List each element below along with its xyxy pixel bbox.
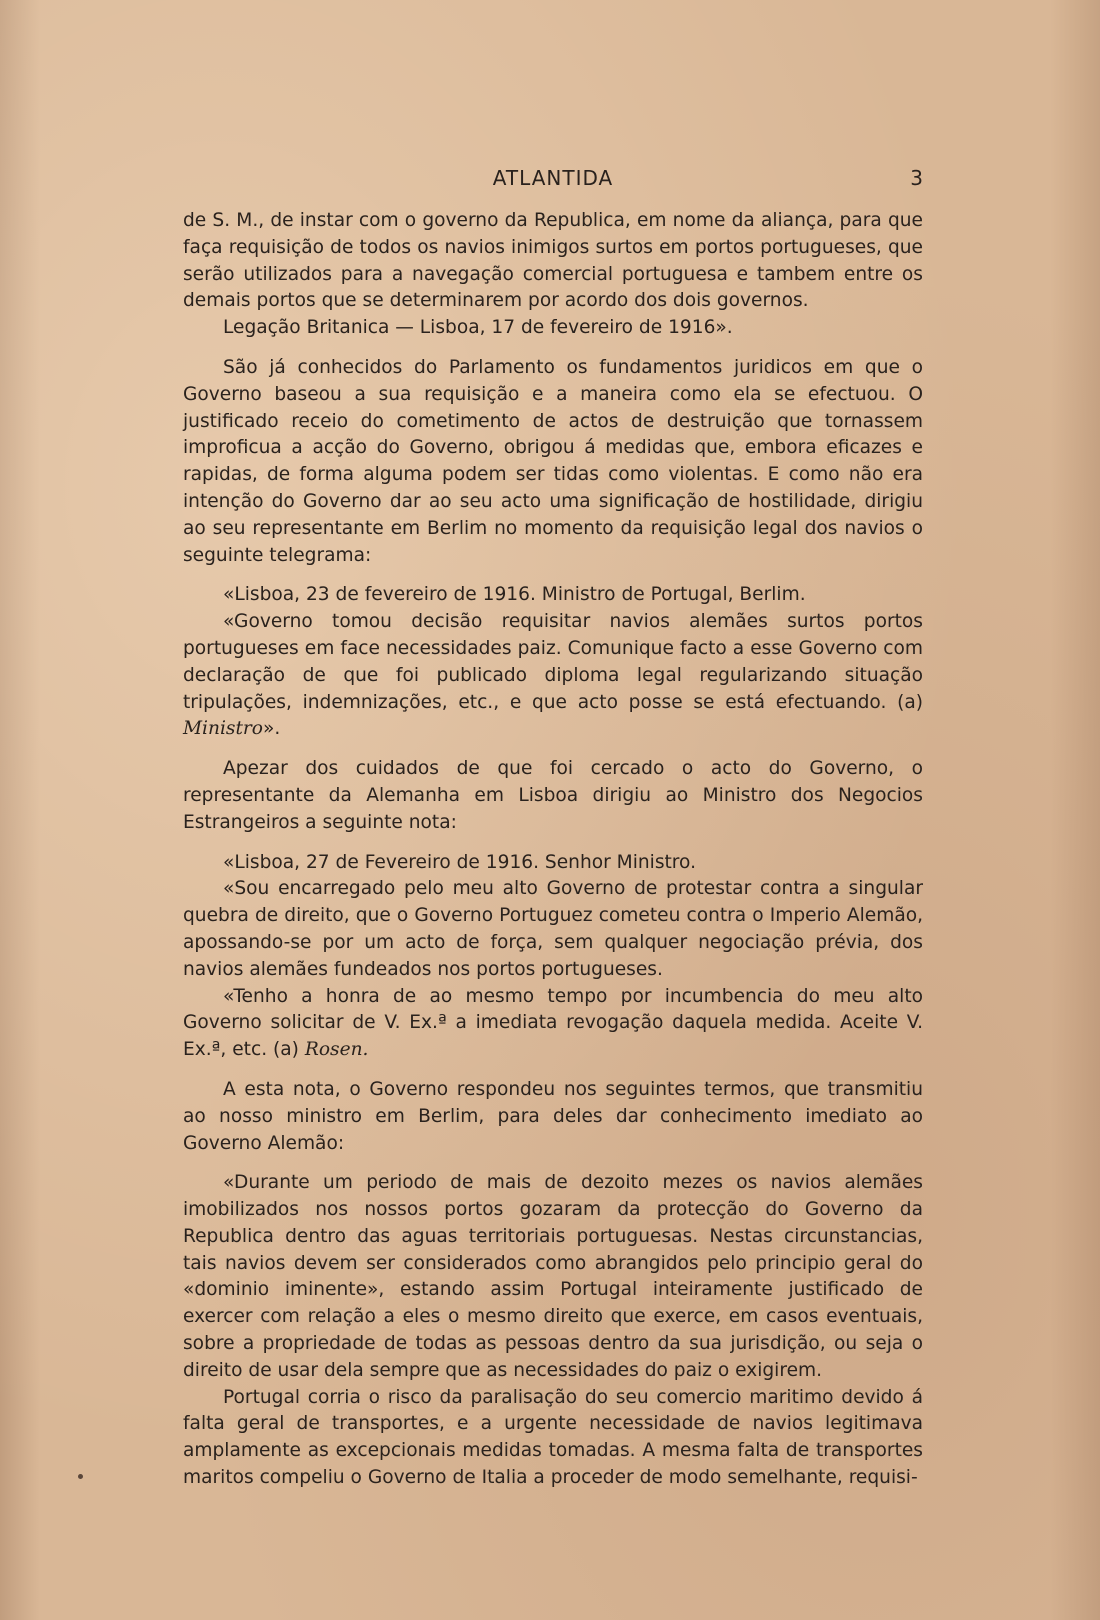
paragraph: Apezar dos cuidados de que foi cercado o acto do Governo, o representante da Alemanha em Lisboa dirigiu ao Ministro dos Negocios Estrangeiros a seguinte nota: (183, 758, 923, 833)
paragraph: São já conhecidos do Parlamento os fundamentos juridicos em que o Governo baseou a sua requisição e a maneira como ela se efectuou. O justificado receio do cometimento de actos de destruição que tornassem improficua a acção do Governo, obrigou á medidas que, embora eficazes e rapidas, de forma alguma podem ser tidas como violentas. E como não era intenção do Governo dar ao seu acto uma significação de hostilidade, dirigiu ao seu representante em Berlim no momento da requisição legal dos navios o seguinte telegrama: (183, 356, 923, 566)
page-number: 3 (910, 166, 923, 190)
paragraph: A esta nota, o Governo respondeu nos seguintes termos, que transmitiu ao nosso ministro em Berlim, para deles dar conhecimento imediato ao Governo Alemão: (183, 1078, 923, 1154)
paragraph: «Durante um periodo de mais de dezoito mezes os navios alemães imobilizados nos nossos portos gozaram da protecção do Governo da Republica dentro das aguas territoriais portuguesas. Nestas circunstancias, tais navios devem ser considerados como abrangidos pelo principio geral do «dominio iminente», estando assim Portugal inteiramente justificado de exercer com relação a eles o mesmo direito que exerce, em casos eventuais, sobre a propriedade de todas as pessoas dentro da sua jurisdição, ou seja o direito de usar dela sempre que as necessidades do paiz o exigirem. (183, 1172, 923, 1381)
paragraph: «Sou encarregado pelo meu alto Governo de protestar contra a singular quebra de direito, que o Governo Portuguez cometeu contra o Imperio Alemão, apossando-se por um acto de força, sem qualquer negociação prévia, dos navios alemães fundeados nos portos portugueses. (183, 878, 923, 980)
paragraph: Portugal corria o risco da paralisação do seu comercio maritimo devido á falta geral de transportes, e a urgente necessidade de navios legitimava amplamente as excepcionais medidas tomadas. A mesma falta de transportes maritos compeliu o Governo de Italia a proceder de modo semelhante, requisi- (183, 1386, 923, 1489)
ink-speck (78, 1474, 83, 1479)
document-body (183, 208, 923, 1492)
page-header (183, 166, 923, 196)
running-title: ATLANTIDA (492, 166, 614, 190)
signature: Ministro (183, 718, 264, 740)
paragraph: «Lisboa, 27 de Fevereiro de 1916. Senhor Ministro. (223, 851, 696, 873)
paragraph: «Lisboa, 23 de fevereiro de 1916. Ministro de Portugal, Berlim. (223, 584, 806, 606)
paragraph: «Governo tomou decisão requisitar navios alemães surtos portos portugueses em face necessidades paiz. Comunique facto a esse Governo com declaração de que foi publicado diploma legal regularizando situação tripulações, indemnizações, etc., e que acto posse se está efectuando. (a) Ministro». (183, 611, 923, 740)
paragraph: «Tenho a honra de ao mesmo tempo por incumbencia do meu alto Governo solicitar de V. Ex.ª a imediata revogação daquela medida. Aceite V. Ex.ª, etc. (a) Rosen. (183, 985, 923, 1061)
paragraph: Legação Britanica — Lisboa, 17 de fevereiro de 1916». (223, 317, 733, 339)
paragraph: de S. M., de instar com o governo da Republica, em nome da aliança, para que faça requisição de todos os navios inimigos surtos em portos portugueses, que serão utilizados para a navegação comercial portuguesa e tambem entre os demais portos que se determinarem por acordo dos dois governos. (183, 210, 923, 312)
signature: Rosen. (304, 1039, 369, 1061)
